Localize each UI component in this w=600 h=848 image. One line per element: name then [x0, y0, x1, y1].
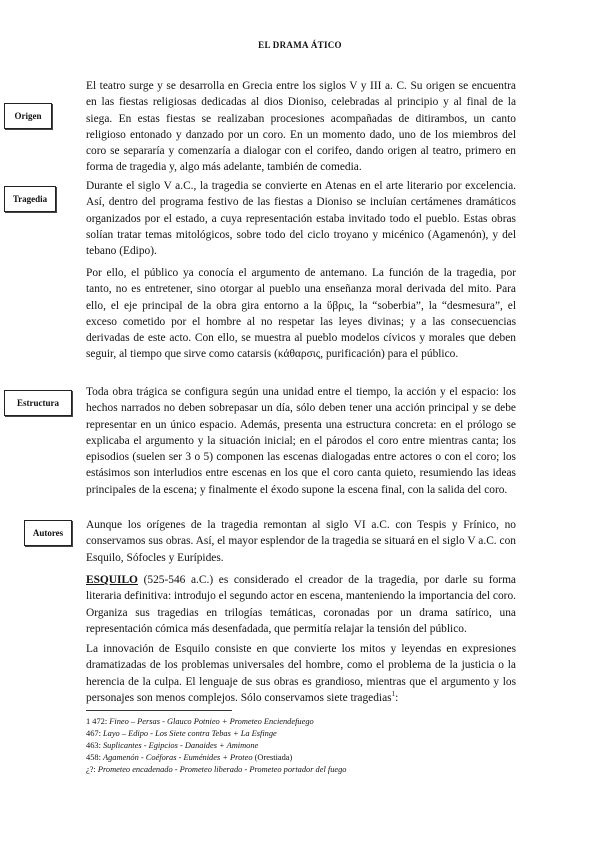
paragraph-esquilo: [86, 572, 516, 637]
footnote-prefix: 1 472:: [86, 717, 110, 726]
innovacion-text: La innovación de Esquilo consiste en que convierte los mitos y leyendas en expresiones dramatizadas de los problemas universales del hombre, como el problema de la justicia o la herencia de la culpa. El lenguaje de sus obras es grandioso, mientras que el argumento y los personajes son menos complejos. Sólo conservamos siete tragedias: [86, 643, 516, 704]
page-title: EL DRAMA ÁTICO: [258, 40, 342, 50]
footnote-prefix: 467:: [86, 729, 103, 738]
innovacion-end: :: [395, 691, 399, 704]
paragraph-origen: El teatro surge y se desarrolla en Grecia entre los siglos V y III a. C. Su origen se encuentra en las fiestas religiosas dedicadas al dios Dioniso, celebradas al principio y al final de la siega. En estas fiestas se realizaban procesiones acompañadas de ditirambos, un canto religioso entonado y danzado por un coro. En un momento dado, uno de los miembros del coro se separaría y comenzaría a dialogar con el corifeo, dando origen al teatro, primero en forma de tragedia y, algo más adelante, también de comedia.: [86, 80, 516, 174]
footnote-line: [86, 728, 516, 739]
label-tragedia: Tragedia: [4, 186, 56, 212]
footnote-works: Prometeo encadenado - Prometeo liberado - Prometeo portador del fuego: [97, 765, 347, 774]
footnote-line: [86, 716, 516, 727]
esquilo-name: ESQUILO: [86, 574, 138, 586]
label-origen: Origen: [4, 103, 52, 129]
footnote-works: Agamenón - Coéforas - Euménides + Proteo: [102, 753, 253, 762]
footnote-separator: [86, 710, 232, 711]
footnote-works: Layo – Edipo - Los Siete contra Tebas + La Esfinge: [102, 729, 277, 738]
footnote-prefix: 463:: [86, 741, 103, 750]
paragraph-funcion: Por ello, el público ya conocía el argumento de antemano. La función de la tragedia, por tanto, no es entretener, sino otorgar al pueblo una enseñanza moral derivada del mito. Para ello, el eje principal de la obra gira entorno a la ὕβρις, la “soberbia”, la “desmesura”, el exceso cometido por el hombre al no respetar las leyes divinas; y a las consecuencias derivadas de este acto. Con ello, se muestra al pueblo modelos cívicos y morales que deben seguir, al tiempo que sirve como catarsis (κάθαρσις, purificación) para el público.: [86, 267, 516, 361]
footnote-line: [86, 740, 516, 751]
footnote-line: [86, 764, 516, 775]
paragraph-tragedia: Durante el siglo V a.C., la tragedia se convierte en Atenas en el arte literario por excelencia. Así, dentro del programa festivo de las fiestas a Dioniso se incluían certámenes dramáticos organizados por el estado, a cuya representación estaba invitado todo el pueblo. Estas obras solían tratar temas mitológicos, sobre todo del ciclo troyano y micénico (Agamenón), y del tebano (Edipo).: [86, 180, 516, 258]
footnote-prefix: ¿?:: [86, 765, 98, 774]
footnote-ref: 1: [391, 690, 396, 699]
paragraph-autores: Aunque los orígenes de la tragedia remontan al siglo VI a.C. con Tespis y Frínico, no conservamos sus obras. Así, el mayor esplendor de la tragedia se situará en el siglo V a.C. con Esquilo, Sófocles y Eurípides.: [86, 519, 516, 564]
footnote-works: Suplicantes - Egipcios - Danaides + Amimone: [102, 741, 259, 750]
footnote-works: Fineo – Persas - Glauco Potnieo + Prometeo Enciendefuego: [109, 717, 314, 726]
footnote-prefix: 458:: [86, 753, 103, 762]
footnote-line: [86, 752, 516, 763]
paragraph-estructura: Toda obra trágica se configura según una unidad entre el tiempo, la acción y el espacio: los hechos narrados no deben sobrepasar un día, sólo deben tener una acción principal y se debe representar en un único espacio. Además, presenta una estructura concreta: en el prólogo se explicaba el argumento y la situación inicial; en el párodos el coro entre mientras canta; los episodios (suelen ser 3 o 5) componen las escenas dialogadas entre actores o con el coro; los estásimos son interludios entre escenas en los que el coro canta quieto, resumiendo las ideas principales de la escena; y finalmente el éxodo supone la escena final, con la salida del coro.: [86, 386, 516, 496]
paragraph-innovacion: [86, 641, 516, 706]
esquilo-text: (525-546 a.C.) es considerado el creador de la tragedia, por darle su forma literaria definitiva: introdujo el segundo actor en escena, manteniendo la importancia del coro. Organiza sus tragedias en trilogías temáticas, coronadas por un drama satírico, una representación cómica más desenfadada, que permitía relajar la tensión del público.: [86, 574, 516, 635]
label-estructura: Estructura: [4, 390, 72, 416]
label-autores: Autores: [24, 520, 72, 546]
footnote-suffix: (Orestiada): [252, 753, 293, 762]
